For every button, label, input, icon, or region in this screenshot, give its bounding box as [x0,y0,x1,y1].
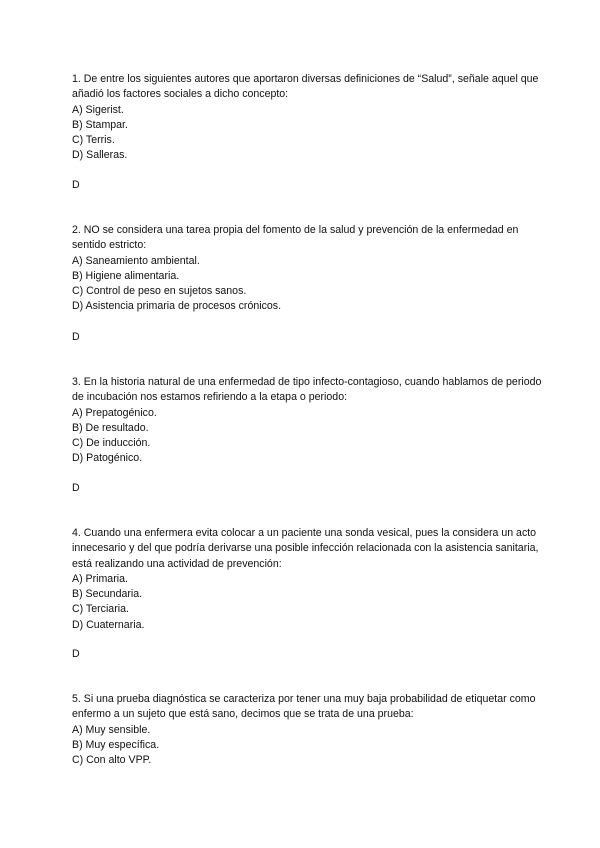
option-a: A) Muy sensible. [72,723,151,736]
question-3 [72,375,542,467]
question-text: 3. En la historia natural de una enfermedad de tipo infecto-contagioso, cuando hablamos de periodo de incubación nos estamos refiriendo a la etapa o periodo: [72,376,542,404]
question-5 [72,692,542,768]
option-b: B) Higiene alimentaria. [72,269,180,282]
option-d: D) Cuaternaria. [72,618,145,631]
question-text: 2. NO se considera una tarea propia del fomento de la salud y prevención de la enfermedad en sentido estricto: [72,224,519,252]
question-text: 1. De entre los siguientes autores que aportaron diversas definiciones de “Salud”, señale aquel que añadió los factores sociales a dicho concepto: [72,73,539,101]
answer-1: D [72,179,80,191]
answer-3: D [72,482,80,494]
question-4 [72,526,542,633]
option-a: A) Sigerist. [72,103,124,116]
option-d: D) Asistencia primaria de procesos crónicos. [72,300,282,313]
option-b: B) Stampar. [72,118,128,131]
option-b: B) Muy específica. [72,738,160,751]
answer-2: D [72,331,80,343]
option-c: C) De inducción. [72,437,151,450]
option-d: D) Salleras. [72,149,128,162]
question-1 [72,72,542,164]
option-c: C) Control de peso en sujetos sanos. [72,285,247,298]
option-c: C) Con alto VPP. [72,754,152,767]
question-2 [72,223,542,315]
option-a: A) Prepatogénico. [72,406,157,419]
question-text: 5. Si una prueba diagnóstica se caracteriza por tener una muy baja probabilidad de etiquetar como enfermo a un sujeto que está sano, decimos que se trata de una prueba: [72,693,536,721]
option-c: C) Terciaria. [72,603,129,616]
answer-4: D [72,648,80,660]
question-text: 4. Cuando una enfermera evita colocar a un paciente una sonda vesical, pues la considera un acto innecesario y del que podría derivarse una posible infección relacionada con la asistencia sanitaria, está realizando una actividad de prevención: [72,527,539,570]
option-d: D) Patogénico. [72,452,143,465]
option-c: C) Terris. [72,134,115,147]
option-b: B) Secundaria. [72,588,143,601]
option-a: A) Primaria. [72,572,128,585]
option-b: B) De resultado. [72,421,149,434]
option-a: A) Saneamiento ambiental. [72,254,200,267]
